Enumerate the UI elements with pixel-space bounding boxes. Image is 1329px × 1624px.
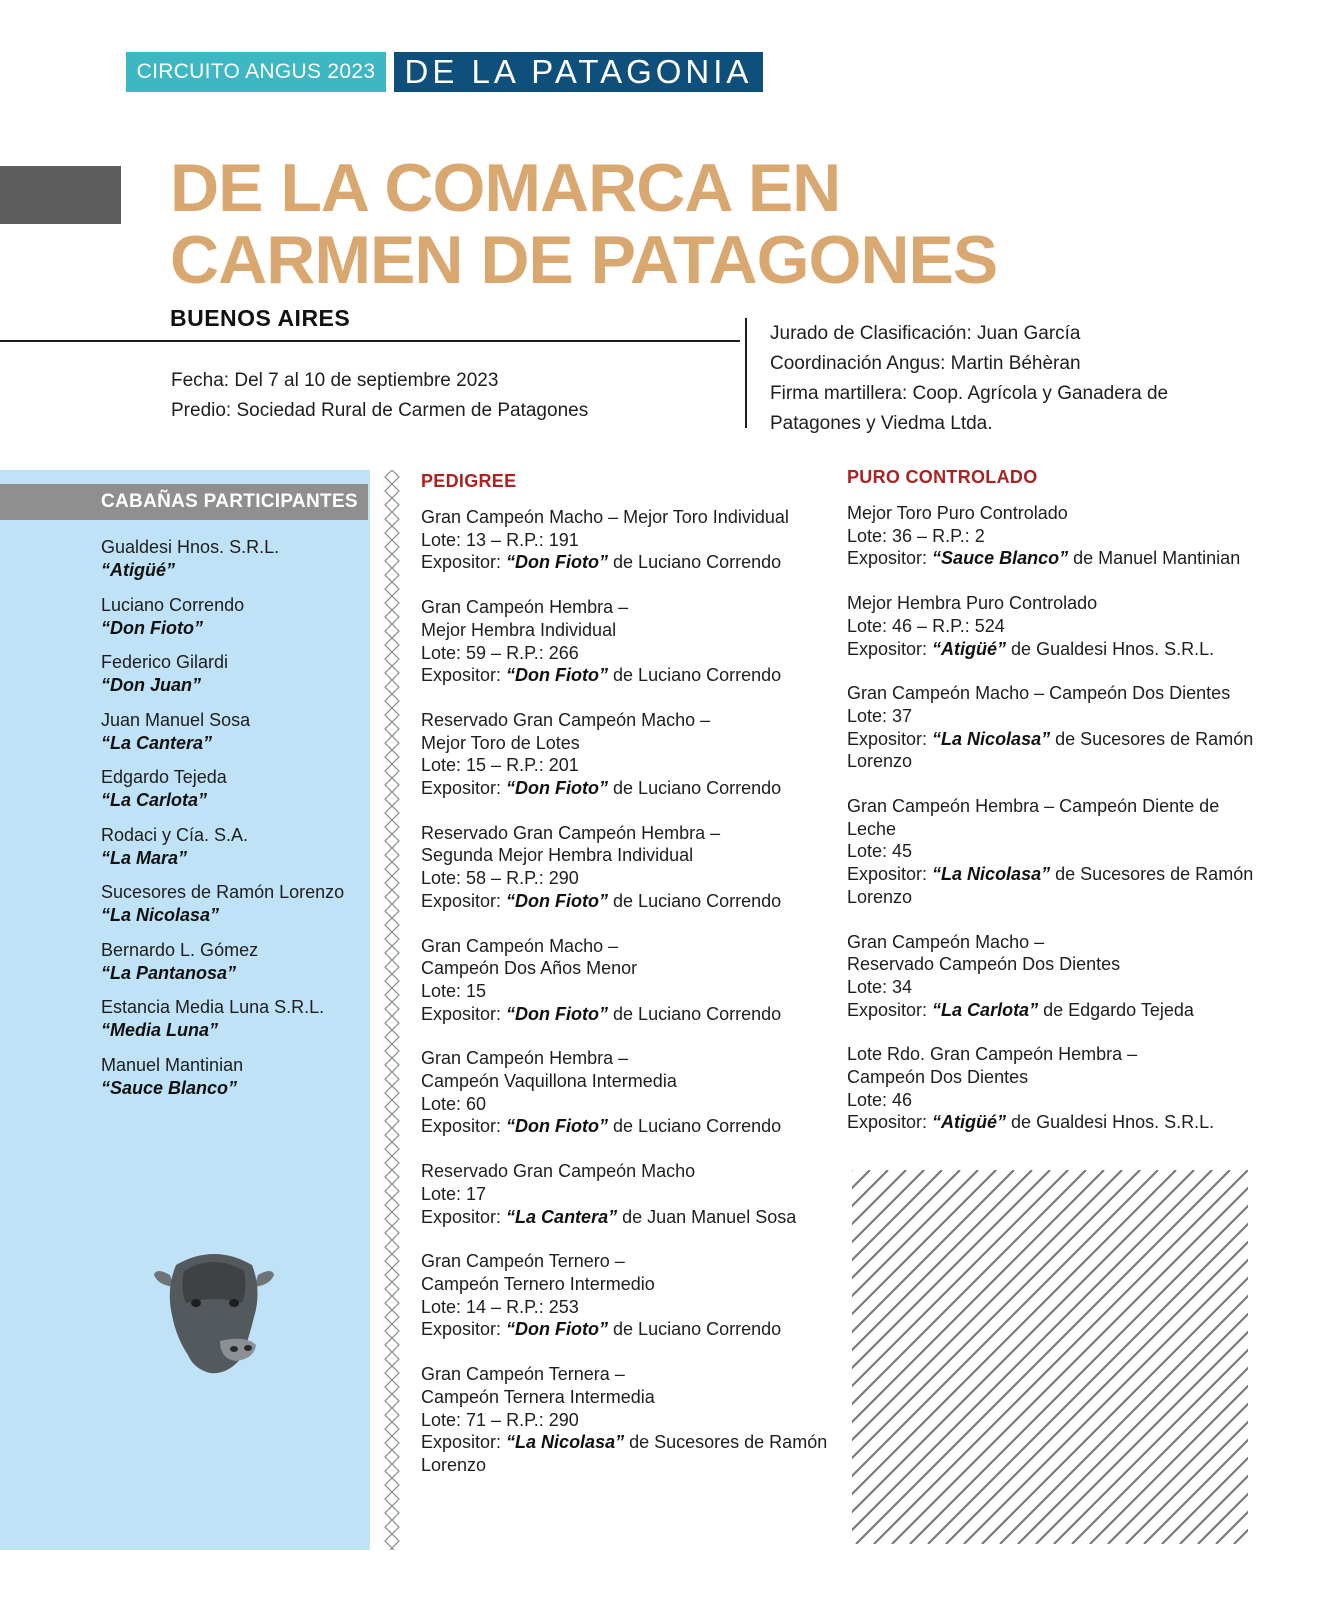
breeder-item (101, 651, 366, 709)
diamond-shape (385, 1408, 399, 1422)
diamond-shape (385, 946, 399, 960)
award-title: Gran Campeón Ternera – (421, 1364, 625, 1385)
exhibitor-label: Expositor: (421, 552, 507, 573)
award-title: Mejor Hembra Individual (421, 619, 617, 640)
award-item (421, 822, 831, 913)
exhibitor-brand: “La Cantera” (506, 1206, 618, 1227)
exhibitor-owner: de Gualdesi Hnos. S.R.L. (1006, 638, 1215, 659)
award-item (847, 592, 1257, 660)
diamond-shape (385, 540, 399, 554)
hatch-line (1216, 1170, 1248, 1544)
diamond-shape (385, 638, 399, 652)
exhibitor-label: Expositor: (847, 864, 933, 885)
diamond-shape (385, 1156, 399, 1170)
award-title: Mejor Toro de Lotes (421, 732, 580, 753)
award-item (847, 682, 1257, 773)
exhibitor-brand: “Don Fioto” (506, 890, 609, 911)
diamond-shape (385, 1240, 399, 1254)
breeder-item (101, 709, 366, 767)
award-title: Gran Campeón Macho – (421, 935, 619, 956)
circuit-tag: CIRCUITO ANGUS 2023 (126, 52, 386, 92)
award-title: Gran Campeón Macho – Mejor Toro Individual (421, 507, 789, 527)
breeder-item (101, 881, 366, 939)
diamond-shape (385, 610, 399, 624)
award-title: Campeón Ternero Intermedio (421, 1273, 655, 1294)
exhibitor-brand: “Don Fioto” (506, 778, 609, 799)
award-title: Campeón Dos Años Menor (421, 958, 638, 979)
breeder-name: Bernardo L. Gómez (101, 939, 259, 960)
diamond-shape (385, 1338, 399, 1352)
event-date: Fecha: Del 7 al 10 de septiembre 2023 (171, 370, 499, 391)
award-lot: Lote: 37 (847, 705, 913, 726)
award-exhibitor (421, 551, 831, 574)
diamond-shape (385, 862, 399, 876)
award-lot: Lote: 36 – R.P.: 2 (847, 525, 985, 546)
exhibitor-label: Expositor: (847, 728, 933, 749)
pedigree-column (421, 470, 831, 1499)
exhibitor-label: Expositor: (421, 1003, 507, 1024)
diamond-shape (385, 694, 399, 708)
award-item (421, 1160, 831, 1228)
award-item (847, 502, 1257, 570)
diamond-shape (385, 624, 399, 638)
award-exhibitor (421, 664, 831, 687)
page-title (170, 152, 1270, 296)
diamond-shape (385, 1058, 399, 1072)
page-subtitle: BUENOS AIRES (170, 305, 351, 331)
award-item (421, 935, 831, 1026)
exhibitor-brand: “Don Fioto” (506, 552, 609, 573)
exhibitor-label: Expositor: (421, 1432, 507, 1453)
diamond-shape (385, 806, 399, 820)
hatch-line (874, 1170, 1248, 1544)
award-lot: Lote: 15 – R.P.: 201 (421, 755, 579, 776)
breeder-item (101, 1054, 366, 1112)
diamond-divider (380, 470, 404, 1550)
award-exhibitor (421, 777, 831, 800)
award-title: Campeón Ternera Intermedia (421, 1386, 655, 1407)
diamond-shape (385, 1254, 399, 1268)
award-exhibitor (847, 728, 1257, 773)
award-title: Gran Campeón Hembra – (421, 597, 629, 618)
diamond-shape (385, 1268, 399, 1282)
breeder-item (101, 824, 366, 882)
award-title: Reservado Gran Campeón Hembra – (421, 822, 721, 843)
award-lot: Lote: 34 (847, 976, 913, 997)
award-title: Mejor Toro Puro Controlado (847, 503, 1068, 523)
exhibitor-brand: “La Nicolasa” (506, 1432, 625, 1453)
breeder-item (101, 594, 366, 652)
diamond-shape (385, 1366, 399, 1380)
diamond-shape (385, 1128, 399, 1142)
award-lot: Lote: 71 – R.P.: 290 (421, 1409, 579, 1430)
award-item (421, 596, 831, 687)
award-item (847, 931, 1257, 1022)
event-details (171, 366, 588, 426)
hatch-line (1144, 1170, 1248, 1544)
hatch-line (852, 1170, 1212, 1544)
breeder-brand: “Don Fioto” (101, 617, 203, 638)
diamond-shape (385, 1282, 399, 1296)
diamond-shape (385, 1548, 399, 1550)
award-exhibitor (421, 1115, 831, 1138)
breeder-name: Sucesores de Ramón Lorenzo (101, 882, 345, 902)
diamond-shape (385, 1478, 399, 1492)
diamond-shape (385, 792, 399, 806)
diamond-shape (385, 1324, 399, 1338)
info-divider (745, 318, 747, 428)
diamond-shape (385, 974, 399, 988)
hatch-line (1036, 1170, 1248, 1544)
diamond-shape (385, 1170, 399, 1184)
hatch-line (852, 1170, 1032, 1544)
puro-controlado-column (847, 466, 1257, 1156)
award-lot: Lote: 14 – R.P.: 253 (421, 1296, 579, 1317)
exhibitor-brand: “La Nicolasa” (932, 864, 1051, 885)
breeder-name: Gualdesi Hnos. S.R.L. (101, 537, 280, 557)
award-lot: Lote: 13 – R.P.: 191 (421, 529, 579, 550)
award-exhibitor (421, 890, 831, 913)
diamond-shape (385, 820, 399, 834)
diamond-shape (385, 960, 399, 974)
exhibitor-owner: de Edgardo Tejeda (1038, 999, 1194, 1020)
award-title: Campeón Dos Dientes (847, 1067, 1029, 1088)
award-exhibitor (847, 999, 1257, 1022)
exhibitor-owner: de Luciano Correndo (608, 665, 782, 686)
diamond-shape (385, 1450, 399, 1464)
exhibitor-brand: “Sauce Blanco” (932, 548, 1069, 569)
diamond-shape (385, 1100, 399, 1114)
diamond-shape (385, 1422, 399, 1436)
diamond-shape (385, 652, 399, 666)
breeder-name: Manuel Mantinian (101, 1054, 244, 1075)
diamond-shape (385, 498, 399, 512)
puro-controlado-award-list (847, 502, 1257, 1134)
event-jury: Jurado de Clasificación: Juan García (770, 323, 1081, 344)
award-exhibitor (847, 1111, 1257, 1134)
exhibitor-owner: de Luciano Correndo (608, 778, 782, 799)
hatch-line (856, 1170, 1230, 1544)
award-title: Reservado Gran Campeón Macho (421, 1161, 696, 1182)
diamond-shape (385, 1226, 399, 1240)
diamond-shape (385, 568, 399, 582)
diamond-shape (385, 1436, 399, 1450)
exhibitor-brand: “Don Fioto” (506, 1116, 609, 1137)
award-title: Gran Campeón Macho – (847, 931, 1045, 952)
diamond-shape (385, 708, 399, 722)
exhibitor-owner: de Luciano Correndo (608, 552, 782, 573)
award-title: Lote Rdo. Gran Campeón Hembra – (847, 1044, 1138, 1065)
puro-controlado-heading: PURO CONTROLADO (847, 467, 1038, 487)
diamond-shape (385, 722, 399, 736)
award-exhibitor (421, 1318, 831, 1341)
exhibitor-label: Expositor: (847, 999, 933, 1020)
diamond-shape (385, 1016, 399, 1030)
diamond-shape (385, 736, 399, 750)
breeder-brand: “La Pantanosa” (101, 962, 237, 983)
diamond-shape (385, 1030, 399, 1044)
decorative-bar (0, 166, 121, 224)
award-title: Campeón Vaquillona Intermedia (421, 1071, 677, 1092)
award-item (847, 1043, 1257, 1134)
breeder-name: Estancia Media Luna S.R.L. (101, 997, 325, 1017)
award-title: Mejor Hembra Puro Controlado (847, 593, 1098, 614)
event-venue: Predio: Sociedad Rural de Carmen de Patagones (171, 400, 589, 421)
diamond-shape (385, 1212, 399, 1226)
award-title: Gran Campeón Hembra – Campeón Diente de Leche (847, 796, 1220, 839)
angus-cow-icon (150, 1245, 278, 1377)
hatch-line (1180, 1170, 1248, 1544)
event-auctioneer: Firma martillera: Coop. Agrícola y Ganadera de Patagones y Viedma Ltda. (770, 383, 1169, 434)
exhibitor-label: Expositor: (847, 638, 933, 659)
breeder-brand: “Sauce Blanco” (101, 1077, 238, 1098)
award-lot: Lote: 60 (421, 1093, 487, 1114)
breeder-name: Juan Manuel Sosa (101, 709, 251, 730)
exhibitor-label: Expositor: (847, 548, 933, 569)
diamond-shape (385, 1296, 399, 1310)
diamond-shape (385, 470, 399, 484)
pedigree-award-list (421, 506, 831, 1477)
diamond-shape (385, 666, 399, 680)
breeder-name: Edgardo Tejeda (101, 767, 227, 787)
diamond-shape (385, 1184, 399, 1198)
header-divider (0, 340, 740, 342)
award-title: Segunda Mejor Hembra Individual (421, 845, 694, 866)
diamond-shape (385, 778, 399, 792)
award-title: Reservado Gran Campeón Macho – (421, 709, 711, 730)
exhibitor-brand: “Don Fioto” (506, 665, 609, 686)
exhibitor-owner: de Luciano Correndo (608, 890, 782, 911)
breeder-list (101, 536, 366, 1111)
diamond-shape (385, 1086, 399, 1100)
event-coordination: Coordinación Angus: Martin Béhèran (770, 353, 1081, 374)
exhibitor-owner: de Sucesores de Ramón Lorenzo (421, 1432, 828, 1475)
award-title: Gran Campeón Hembra – (421, 1048, 629, 1069)
award-item (421, 1363, 831, 1477)
award-lot: Lote: 17 (421, 1183, 487, 1204)
hatch-line (892, 1170, 1248, 1544)
hatch-pattern (852, 1170, 1248, 1544)
region-tag: DE LA PATAGONIA (394, 52, 763, 92)
exhibitor-label: Expositor: (421, 890, 507, 911)
diamond-shape (385, 484, 399, 498)
breeder-brand: “La Carlota” (101, 790, 208, 810)
exhibitor-owner: de Gualdesi Hnos. S.R.L. (1006, 1112, 1215, 1133)
breeder-item (101, 996, 366, 1054)
award-lot: Lote: 46 (847, 1089, 913, 1110)
exhibitor-brand: “La Nicolasa” (932, 728, 1051, 749)
hatch-line (852, 1170, 942, 1544)
award-lot: Lote: 45 (847, 841, 913, 862)
exhibitor-owner: de Luciano Correndo (608, 1319, 782, 1340)
breeder-brand: “Don Juan” (101, 675, 202, 695)
award-title: Reservado Campeón Dos Dientes (847, 954, 1121, 975)
breeder-brand: “La Cantera” (101, 732, 213, 753)
award-item (421, 709, 831, 800)
exhibitor-label: Expositor: (847, 1112, 933, 1133)
exhibitor-label: Expositor: (421, 778, 507, 799)
exhibitor-label: Expositor: (421, 1116, 507, 1137)
diamond-shape (385, 988, 399, 1002)
diamond-shape (385, 526, 399, 540)
diamond-shape (385, 764, 399, 778)
exhibitor-owner: de Sucesores de Ramón Lorenzo (847, 864, 1254, 907)
diamond-shape (385, 1380, 399, 1394)
diamond-shape (385, 750, 399, 764)
award-lot: Lote: 58 – R.P.: 290 (421, 868, 579, 889)
exhibitor-owner: de Luciano Correndo (608, 1116, 782, 1137)
diamond-shape (385, 834, 399, 848)
diamond-shape (385, 1506, 399, 1520)
breeder-name: Federico Gilardi (101, 652, 229, 672)
exhibitor-owner: de Sucesores de Ramón Lorenzo (847, 728, 1254, 772)
breeder-item (101, 536, 366, 594)
diamond-shape (385, 1394, 399, 1408)
award-exhibitor (847, 638, 1257, 661)
award-lot: Lote: 59 – R.P.: 266 (421, 642, 579, 663)
pedigree-heading: PEDIGREE (421, 471, 517, 491)
diamond-shape (385, 554, 399, 568)
award-exhibitor (847, 547, 1257, 570)
exhibitor-owner: de Juan Manuel Sosa (617, 1206, 797, 1227)
diamond-shape (385, 1310, 399, 1324)
award-lot: Lote: 46 – R.P.: 524 (847, 615, 1005, 636)
diamond-shape (385, 512, 399, 526)
breeder-item (101, 939, 366, 997)
award-exhibitor (847, 863, 1257, 908)
diamond-shape (385, 1492, 399, 1506)
award-title: Gran Campeón Macho – Campeón Dos Dientes (847, 683, 1231, 704)
breeder-brand: “Media Luna” (101, 1020, 219, 1040)
award-title: Gran Campeón Ternero – (421, 1251, 625, 1272)
diamond-shape (385, 848, 399, 862)
exhibitor-label: Expositor: (421, 1319, 507, 1340)
breeder-brand: “La Nicolasa” (101, 905, 220, 925)
award-exhibitor (421, 1431, 831, 1476)
diamond-shape (385, 596, 399, 610)
diamond-shape (385, 918, 399, 932)
award-item (847, 795, 1257, 909)
award-item (421, 1047, 831, 1138)
exhibitor-brand: “Don Fioto” (506, 1003, 609, 1024)
diamond-shape (385, 1198, 399, 1212)
award-item (421, 506, 831, 574)
event-credits (770, 319, 1240, 439)
award-item (421, 1250, 831, 1341)
diamond-shape (385, 680, 399, 694)
diamond-shape (385, 1464, 399, 1478)
exhibitor-label: Expositor: (421, 665, 507, 686)
diamond-shape (385, 582, 399, 596)
breeder-name: Rodaci y Cía. S.A. (101, 824, 249, 845)
sidebar-heading: CABAÑAS PARTICIPANTES (0, 484, 368, 520)
award-lot: Lote: 15 (421, 980, 487, 1001)
page-title-line-1: DE LA COMARCA EN (170, 150, 841, 226)
breeder-name: Luciano Correndo (101, 594, 245, 615)
breeder-brand: “La Mara” (101, 847, 188, 868)
breeder-brand: “Atigüé” (101, 560, 175, 580)
exhibitor-brand: “La Carlota” (932, 999, 1039, 1020)
award-exhibitor (421, 1003, 831, 1026)
exhibitor-brand: “Atigüé” (932, 638, 1007, 659)
diamond-shape (385, 876, 399, 890)
diamond-shape (385, 1072, 399, 1086)
award-exhibitor (421, 1206, 831, 1229)
page-title-line-2: CARMEN DE PATAGONES (170, 222, 998, 298)
exhibitor-brand: “Don Fioto” (506, 1319, 609, 1340)
diamond-shape (385, 1114, 399, 1128)
diamond-shape (385, 890, 399, 904)
exhibitor-label: Expositor: (421, 1206, 507, 1227)
exhibitor-brand: “Atigüé” (932, 1112, 1007, 1133)
exhibitor-owner: de Luciano Correndo (608, 1003, 782, 1024)
breeder-item (101, 766, 366, 824)
diamond-shape (385, 932, 399, 946)
diamond-shape (385, 1142, 399, 1156)
diamond-shape (385, 1534, 399, 1548)
exhibitor-owner: de Manuel Mantinian (1068, 548, 1241, 569)
diamond-shape (385, 1520, 399, 1534)
diamond-shape (385, 1044, 399, 1058)
hatch-line (852, 1170, 1122, 1544)
diamond-shape (385, 1352, 399, 1366)
diamond-shape (385, 1002, 399, 1016)
diamond-shape (385, 904, 399, 918)
